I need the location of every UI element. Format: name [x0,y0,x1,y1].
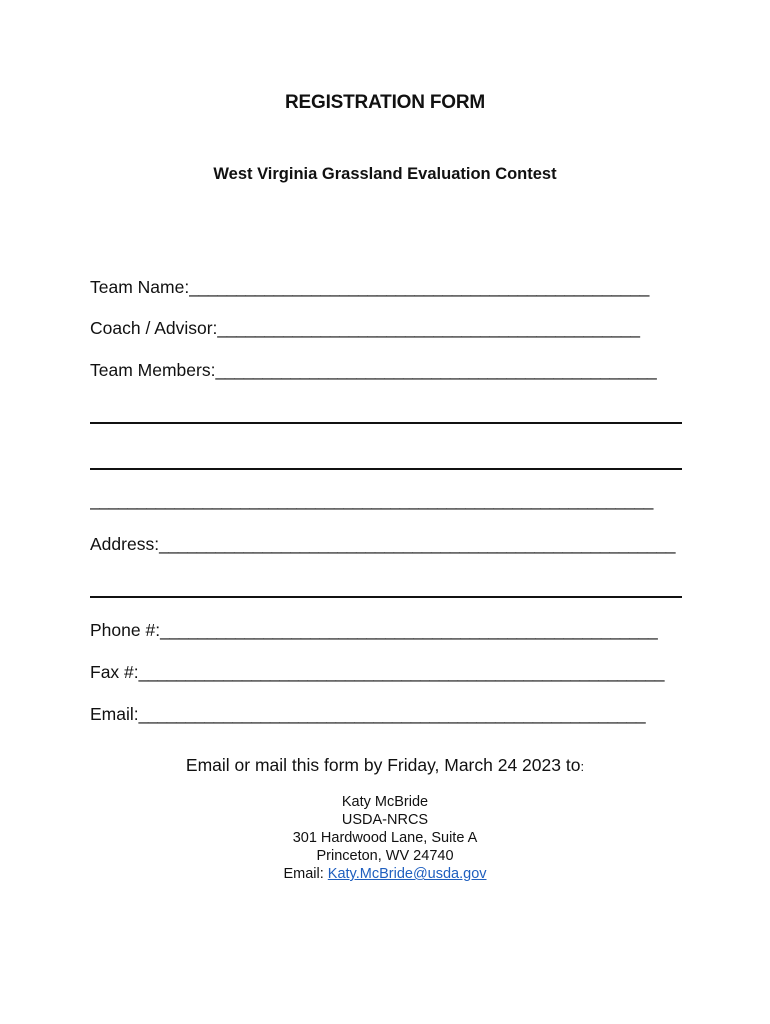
team-members-label: Team Members: [90,360,216,380]
coach-advisor-field[interactable] [90,318,680,339]
contact-block [0,793,770,883]
instruction-text: Email or mail this form by Friday, March 24 2023 to [185,755,581,775]
phone-line: _____________________________________________________ [160,620,658,640]
address-blank-line[interactable] [90,596,682,598]
contact-name: Katy McBride [341,794,429,810]
team-name-label: Team Name: [90,277,190,297]
address-label: Address: [90,534,160,554]
contact-street: 301 Hardwood Lane, Suite A [292,830,478,846]
blank-underscore-line: ____________________________________________________________ [90,490,653,510]
address-line: _______________________________________________________ [159,534,676,554]
phone-field[interactable] [90,620,674,641]
coach-advisor-label: Coach / Advisor: [90,318,218,338]
team-members-blank-line-3[interactable] [90,490,680,511]
team-members-field[interactable] [90,360,682,381]
email-field[interactable] [90,704,672,725]
team-name-line: _________________________________________________ [189,277,649,297]
email-label: Email: [90,704,139,724]
contact-org: USDA-NRCS [341,812,429,828]
contact-email-label: Email: [283,866,328,882]
email-line: ______________________________________________________ [138,704,646,724]
team-members-blank-line-2[interactable] [90,468,682,470]
phone-label: Phone #: [90,620,161,640]
team-members-blank-line-1[interactable] [90,422,682,424]
instruction-colon: : [580,759,585,774]
contest-subtitle: West Virginia Grassland Evaluation Contest [213,165,557,183]
submission-instruction [0,755,770,776]
contact-city: Princeton, WV 24740 [316,848,454,864]
fax-label: Fax #: [90,662,139,682]
contact-email-row [0,865,770,883]
team-members-line: _______________________________________________ [215,360,657,380]
address-field[interactable] [90,534,680,555]
fax-field[interactable] [90,662,680,683]
team-name-field[interactable] [90,277,680,298]
fax-line: ________________________________________________________ [138,662,665,682]
form-title: REGISTRATION FORM [285,92,485,113]
coach-advisor-line: _____________________________________________ [217,318,640,338]
contact-email-link[interactable]: Katy.McBride@usda.gov [327,866,487,882]
